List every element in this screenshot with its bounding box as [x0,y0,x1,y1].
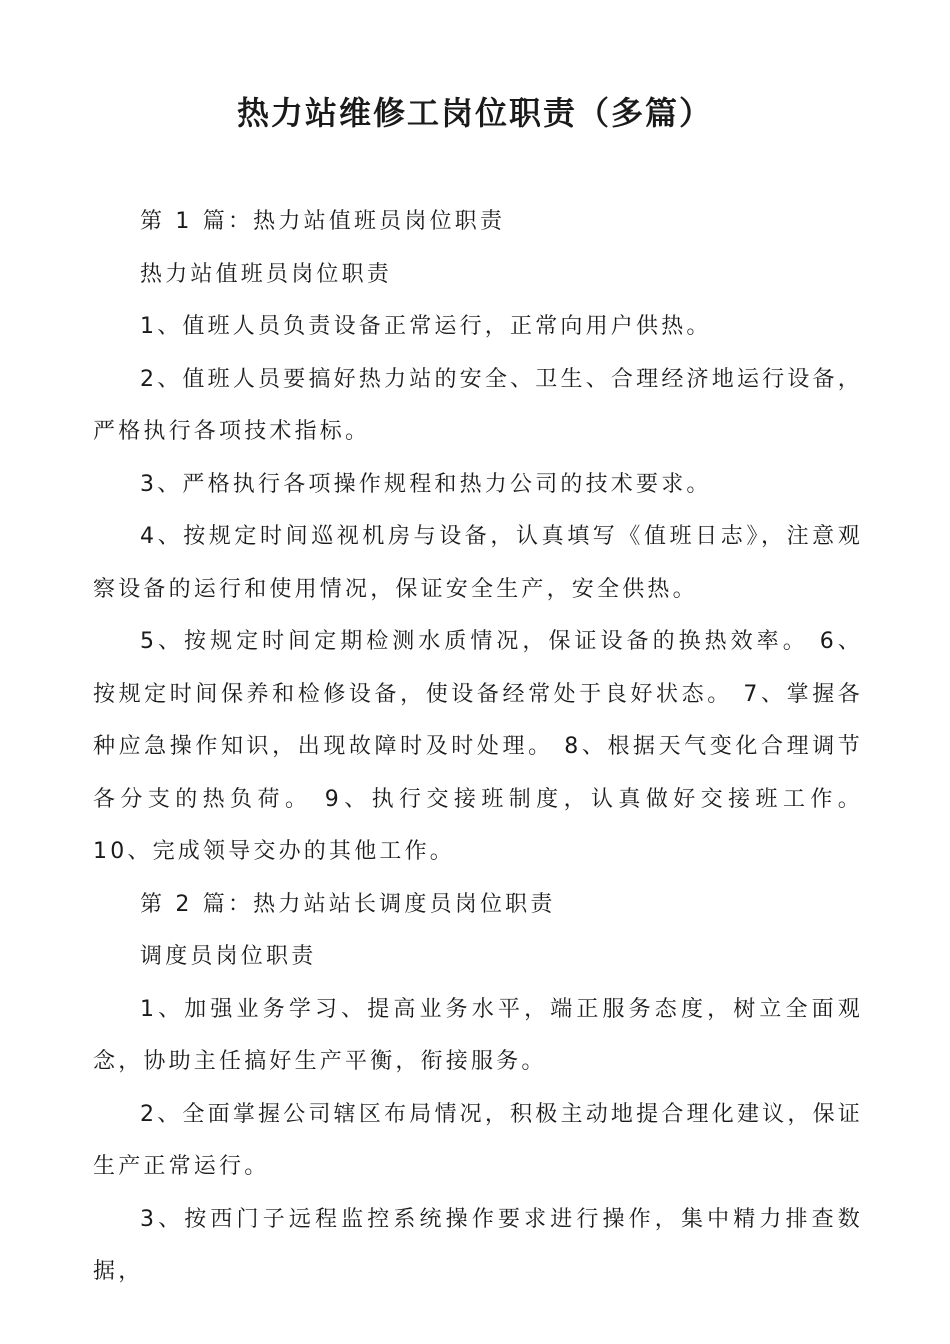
subsection-title: 调度员岗位职责 [140,944,317,969]
paragraph: 2、全面掌握公司辖区布局情况，积极主动地提合理化建议，保证生产正常运行。 [93,1101,863,1179]
paragraph: 4、按规定时间巡视机房与设备，认真填写《值班日志》，注意观察设备的运行和使用情况，保证安全生产，安全供热。 [93,524,863,602]
paragraph: 1、加强业务学习、提高业务水平，端正服务态度，树立全面观念，协助主任搞好生产平衡，衔接服务。 [93,996,863,1074]
section-heading: 第 1 篇：热力站值班员岗位职责 [140,209,506,234]
paragraph: 3、严格执行各项操作规程和热力公司的技术要求。 [140,471,712,497]
document-body [93,196,863,1299]
paragraph: 5、按规定时间定期检测水质情况，保证设备的换热效率。 6、按规定时间保养和检修设备，使设备经常处于良好状态。 7、掌握各种应急操作知识，出现故障时及时处理。 8、根据天气变化合理调节各分支的热负荷。 9、执行交接班制度，认真做好交接班工作。 10、完成领导交办的其他工作。 [93,629,863,864]
paragraph: 1、值班人员负责设备正常运行，正常向用户供热。 [140,314,712,339]
paragraph: 2、值班人员要搞好热力站的安全、卫生、合理经济地运行设备，严格执行各项技术指标。 [93,366,863,444]
paragraph: 3、按西门子远程监控系统操作要求进行操作，集中精力排查数据， [93,1206,863,1284]
document-title: 热力站维修工岗位职责（多篇） [236,94,713,132]
subsection-title: 热力站值班员岗位职责 [140,261,393,287]
section-heading: 第 2 篇：热力站站长调度员岗位职责 [140,891,556,917]
